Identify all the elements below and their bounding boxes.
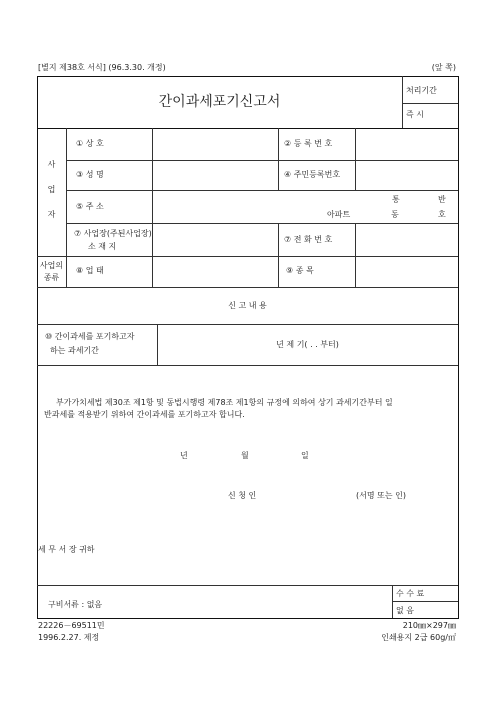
fee-column-rule [392, 585, 393, 618]
applicant-signature-label: 신 청 인 [228, 491, 257, 500]
business-location-label-2: 소 재 지 [88, 242, 117, 251]
column-rule [278, 223, 279, 287]
registration-number-label: ② 등 록 번 호 [284, 139, 333, 148]
fee-label: 수 수 료 [396, 589, 425, 598]
paper-size: 210㎜×297㎜ [402, 621, 456, 630]
business-category-label: ⑧ 업 태 [76, 266, 104, 275]
statement-line-1: 부가가치세법 제30조 제1항 및 동법시행령 제78조 제1항의 규정에 의하여 상기 과세기간부터 일 [56, 398, 393, 407]
row-rule [37, 287, 458, 288]
period-label-2: 하는 과세기간 [50, 346, 99, 355]
processing-divider [402, 103, 458, 104]
period-label-1: ⑩ 간이과세를 포기하고자 [45, 332, 135, 341]
applicant-section-label-1: 사 [47, 160, 56, 169]
addressee: 세 무 서 장 귀하 [38, 545, 95, 554]
trade-name-field[interactable] [153, 129, 278, 160]
column-rule [278, 128, 279, 190]
business-category-field[interactable] [153, 257, 278, 287]
trade-name-label: ① 상 호 [76, 139, 104, 148]
address-tong-label: 통 [392, 195, 400, 204]
processing-column-rule [402, 76, 403, 128]
business-type-section-label-1: 사업의 [39, 261, 64, 270]
address-label: ⑤ 주 소 [76, 202, 104, 211]
fee-value: 없 음 [396, 606, 414, 615]
form-title: 간이과세포기신고서 [158, 94, 281, 110]
applicant-section-label-2: 업 [47, 185, 56, 194]
address-ho-label: 호 [438, 210, 446, 219]
address-dong-label: 동 [391, 210, 399, 219]
paper-spec: 인쇄용지 2급 60g/㎡ [381, 633, 456, 642]
date-month-label: 월 [241, 451, 249, 460]
phone-label: ⑦ 전 화 번 호 [284, 235, 333, 244]
report-content-heading: 신 고 내 용 [228, 301, 267, 310]
enactment-date: 1996.2.27. 제정 [38, 633, 100, 642]
registration-number-field[interactable] [356, 129, 457, 160]
address-ban-label: 반 [438, 195, 446, 204]
processing-period-value: 즉 시 [406, 110, 424, 119]
period-value[interactable]: 년 제 기( . . 부터) [276, 340, 339, 349]
fee-divider [392, 601, 458, 602]
signature-note: (서명 또는 인) [356, 491, 406, 500]
resident-number-field[interactable] [356, 161, 457, 190]
business-item-field[interactable] [356, 257, 457, 287]
row-rule [37, 365, 458, 366]
resident-number-label: ④ 주민등록번호 [284, 170, 341, 179]
address-field[interactable] [153, 191, 457, 223]
label-column-rule [66, 128, 67, 287]
name-field[interactable] [153, 161, 278, 190]
date-day-label: 일 [301, 451, 309, 460]
row-rule [37, 324, 458, 325]
statement-line-2: 반과세를 적용받기 위하여 간이과세를 포기하고자 합니다. [44, 410, 245, 419]
business-location-field[interactable] [153, 224, 278, 256]
processing-period-label: 처리기간 [406, 86, 437, 95]
page-side-label: (앞 쪽) [431, 63, 456, 72]
attachments-label: 구비서류 : 없음 [48, 600, 103, 609]
applicant-section-label-3: 자 [47, 210, 56, 219]
address-apartment-label: 아파트 [327, 210, 351, 219]
form-code: 22226－69511민 [38, 621, 105, 630]
business-type-section-label-2: 종류 [43, 273, 60, 282]
phone-field[interactable] [356, 224, 457, 256]
form-reference: [별지 제38호 서식] (96.3.30. 개정) [38, 63, 166, 72]
name-label: ③ 성 명 [76, 170, 104, 179]
business-item-label: ⑨ 종 목 [286, 266, 314, 275]
row-rule [37, 585, 458, 586]
business-location-label: ⑦ 사업장(주된사업장) [74, 229, 152, 238]
date-year-label: 년 [180, 451, 188, 460]
